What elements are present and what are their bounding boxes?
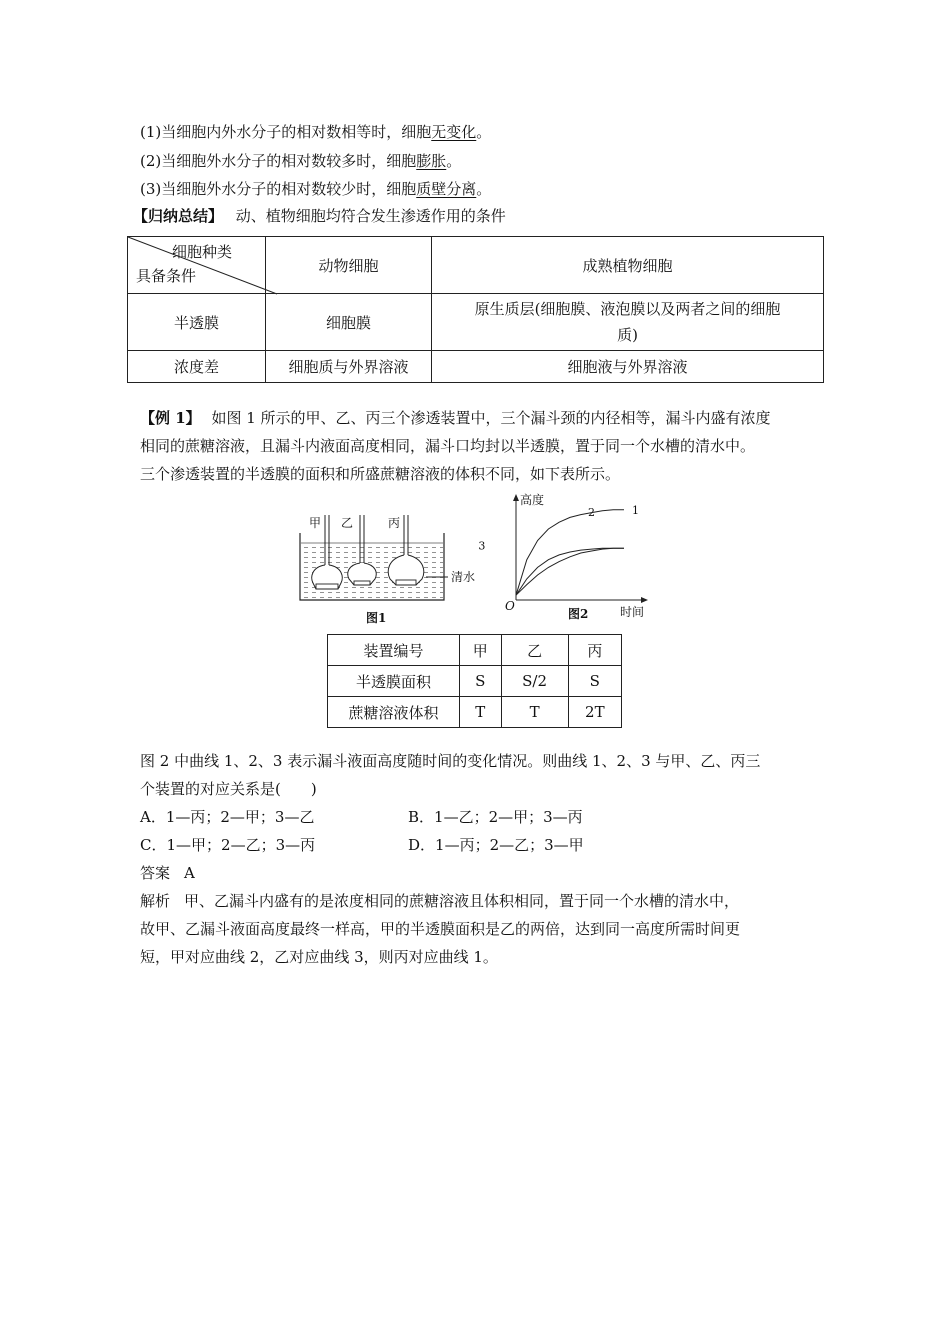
table-row — [128, 294, 824, 351]
row-label: 浓度差 — [128, 351, 266, 383]
example-tag: 【例 1】 — [140, 409, 201, 427]
condition-1: (1)当细胞内外水分子的相对数相等时，细胞无变化。 — [140, 123, 492, 141]
origin-label: O — [505, 599, 515, 613]
analysis: 解析 甲、乙漏斗内盛有的是浓度相同的蔗糖溶液且体积相同，置于同一个水槽的清水中， — [140, 892, 740, 910]
summary-tag: 【归纳总结】 — [133, 207, 224, 225]
answer: 答案 A — [140, 864, 195, 882]
table-corner-cell — [128, 237, 266, 294]
condition-2: (2)当细胞外水分子的相对数较多时，细胞膨胀。 — [140, 152, 462, 170]
row-label: 半透膜 — [128, 294, 266, 351]
row-animal: 细胞膜 — [266, 294, 432, 351]
figure-1-caption: 图1 — [366, 611, 387, 625]
y-axis-label: 高度 — [520, 493, 545, 507]
x-axis-arrow-icon — [641, 597, 648, 603]
figure-1-apparatus — [296, 505, 486, 630]
table-row: 半透膜面积 S S/2 S — [328, 666, 622, 697]
answer-blank: 膨胀 — [416, 152, 447, 170]
header-plant-cell: 成熟植物细胞 — [432, 237, 824, 294]
curve-label-3: 3 — [478, 539, 486, 553]
curve-label-1: 1 — [632, 503, 639, 517]
option-c: C．1—甲；2—乙；3—丙 — [140, 836, 316, 854]
figure-2-chart — [478, 490, 660, 621]
curve-2 — [516, 548, 624, 595]
table-row — [128, 351, 824, 383]
label-yi: 乙 — [341, 516, 354, 530]
table-row: 装置编号 甲 乙 丙 — [328, 635, 622, 666]
table-row: 蔗糖溶液体积 T T 2T — [328, 697, 622, 728]
option-a: A．1—丙；2—甲；3—乙 — [140, 808, 315, 826]
option-b: B．1—乙；2—甲；3—丙 — [408, 808, 583, 826]
label-bing: 丙 — [388, 516, 401, 530]
curve-3 — [516, 548, 624, 595]
row-plant: 原生质层(细胞膜、液泡膜以及两者之间的细胞 质) — [432, 294, 824, 351]
label-water: 清水 — [451, 570, 476, 584]
header-animal-cell: 动物细胞 — [266, 237, 432, 294]
summary-text: 动、植物细胞均符合发生渗透作用的条件 — [235, 207, 506, 225]
summary-heading — [133, 206, 506, 226]
question: 图 2 中曲线 1、2、3 表示漏斗液面高度随时间的变化情况。则曲线 1、2、3 与甲、乙、丙三 个装置的对应关系是( ) A．1—丙；2—甲；3—乙 B．1—乙；2—甲；3—丙 C．1—甲；2—乙；3—丙 D．1—丙；2—乙；3—甲 答案 A 解析 甲、乙漏斗内盛有的是浓度相同的蔗糖溶液且体积相同，置于同一个水槽的清水中， 故甲、乙漏斗液面高度最终一样高，甲的半透膜面积是乙的两倍，达到同一高度所需时间更 短，甲对应曲线 2，乙对应曲线 3，则丙对应曲线 1。 — [140, 747, 830, 971]
conditions-table — [127, 236, 824, 383]
corner-bottom-label: 具备条件 — [136, 267, 197, 285]
curve-label-2: 2 — [588, 506, 595, 520]
corner-top-label: 细胞种类 — [172, 243, 233, 261]
figure-2-caption: 图2 — [568, 607, 589, 621]
condition-3: (3)当细胞外水分子的相对数较少时，细胞质壁分离。 — [140, 180, 492, 198]
example-1: 【例 1】 如图 1 所示的甲、乙、丙三个渗透装置中，三个漏斗颈的内径相等，漏斗内盛有浓度 相同的蔗糖溶液，且漏斗内液面高度相同，漏斗口均封以半透膜，置于同一个水槽的清水中。 三个渗透装置的半透膜的面积和所盛蔗糖溶液的体积不同，如下表所示。 — [140, 409, 771, 483]
device-table — [327, 634, 622, 728]
y-axis-arrow-icon — [513, 494, 519, 501]
label-jia: 甲 — [309, 516, 322, 530]
row-plant: 细胞液与外界溶液 — [432, 351, 824, 383]
row-animal: 细胞质与外界溶液 — [266, 351, 432, 383]
option-d: D．1—丙；2—乙；3—甲 — [408, 836, 584, 854]
answer-blank: 无变化 — [431, 123, 477, 141]
x-axis-label: 时间 — [620, 605, 645, 619]
answer-blank: 质壁分离 — [416, 180, 477, 198]
